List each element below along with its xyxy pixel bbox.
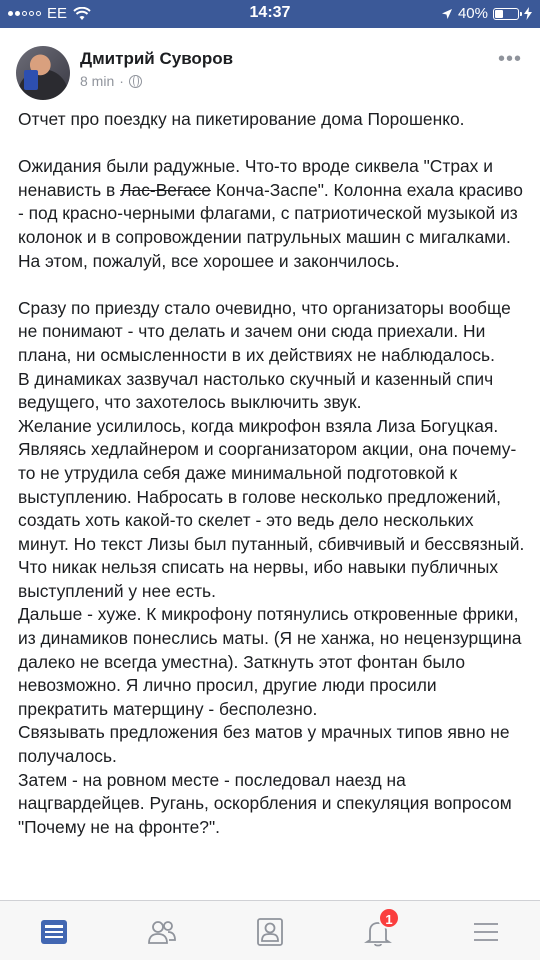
globe-icon — [129, 75, 142, 88]
post-meta — [80, 73, 142, 89]
news-feed-icon — [38, 916, 70, 948]
more-options-icon[interactable]: ••• — [497, 48, 522, 70]
clock: 14:37 — [249, 4, 291, 21]
tab-profile[interactable] — [252, 915, 288, 949]
tab-notifications[interactable] — [360, 912, 396, 949]
tab-friends[interactable] — [144, 915, 180, 949]
tab-news-feed[interactable] — [36, 915, 72, 949]
post-paragraph: Желание усилилось, когда микрофон взяла Лиза Богуцкая. Являясь хедлайнером и соорганизатором акции, она почему-то не утрудила себя даже минимальной подготовкой к выступлению. Набросать в голове несколько предложений, создать хоть какой-то скелет - это ведь дело нескольких минут. Но текст Лизы был путанный, сбивчивый и бессвязный. Что никак нельзя списать на нервы, ибо навыки публичных выступлений у нее есть. — [18, 415, 525, 601]
post-body — [18, 108, 528, 900]
battery-percent: 40% — [457, 5, 488, 22]
post-paragraph: Отчет про поездку на пикетирование дома Порошенко. — [18, 109, 465, 129]
post-paragraph: Затем - на ровном месте - последовал наезд на нацгвардейцев. Ругань, оскорбления и спекуляция вопросом "Почему не на фронте?". — [18, 769, 512, 837]
charging-bolt-icon — [524, 7, 532, 20]
location-arrow-icon — [441, 8, 453, 20]
battery-level — [495, 10, 503, 18]
post-paragraph: Дальше - хуже. К микрофону потянулись откровенные фрики, из динамиков понеслись маты. (Я не ханжа, но нецензурщина далеко не всегда уместна). Заткнуть этот фонтан было невозможно. Я лично просил, другие люди просили прекратить матерщину - бесполезно. — [18, 604, 522, 719]
bottom-tab-bar — [0, 900, 540, 960]
strikethrough-text: Лас-Вегасе — [120, 179, 211, 200]
carrier-name: EE — [47, 5, 68, 22]
post-paragraph: Сразу по приезду стало очевидно, что организаторы вообще не понимают - что делать и зачем они сюда приехали. Ни плана, ни осмысленности в их действиях не наблюдалось. — [18, 297, 511, 365]
hamburger-menu-icon — [470, 916, 502, 948]
post-paragraph: Связывать предложения без матов у мрачных типов явно не получалось. — [18, 722, 510, 767]
author-name[interactable]: Дмитрий Суворов — [80, 49, 234, 68]
post-text-fragment: Ожидания были радужные. Что-то вроде сиквела "Страх и ненависть в — [18, 156, 493, 200]
status-bar — [0, 0, 540, 28]
status-right-group — [441, 5, 532, 22]
post-text-fragment: Конча-Заспе". Колонна ехала красиво - под красно-черными флагами, с патриотической музыкой из колонок и в сопровождении патрульных машин с мигалками. На этом, пожалуй, все хорошее и закончилось. — [18, 179, 523, 271]
post-header — [0, 28, 540, 108]
profile-icon — [254, 916, 286, 948]
post-paragraph: В динамиках зазвучал настолько скучный и казенный спич ведущего, что захотелось выключить звук. — [18, 368, 494, 413]
post-paragraph — [18, 155, 528, 273]
notification-badge: 1 — [378, 907, 400, 929]
battery-icon — [493, 8, 519, 20]
friends-icon — [146, 916, 178, 948]
avatar[interactable] — [16, 46, 70, 100]
meta-separator: · — [119, 73, 124, 89]
tab-menu[interactable] — [468, 915, 504, 949]
post-time[interactable]: 8 min — [80, 73, 115, 89]
